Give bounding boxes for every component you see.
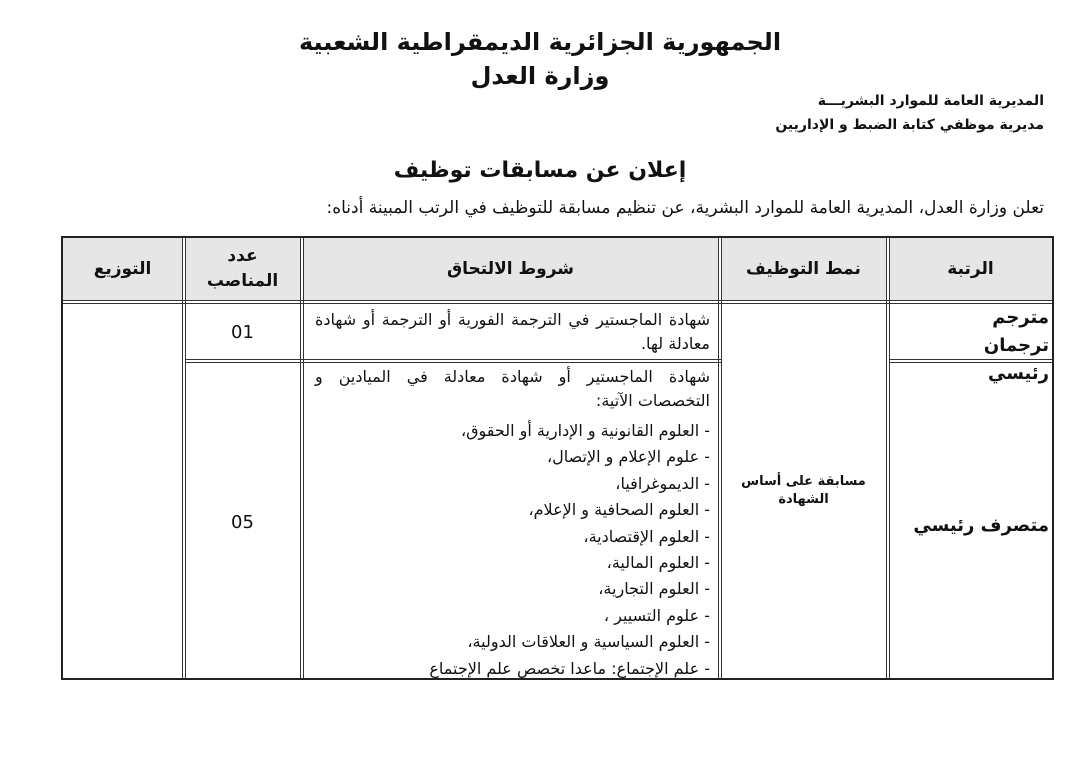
announcement-title: إعلان عن مسابقات توظيف xyxy=(393,158,687,183)
list-item: - العلوم التجارية، xyxy=(598,579,710,599)
header-rank-label: الرتبة xyxy=(947,258,994,279)
row-divider xyxy=(303,359,721,360)
list-item: - العلوم الإقتصادية، xyxy=(583,526,710,546)
header-positions-label: عدد المناصب xyxy=(206,246,279,291)
col-divider xyxy=(718,238,719,678)
col-divider xyxy=(185,238,186,678)
list-item: - العلوم السياسية و العلاقات الدولية، xyxy=(467,632,710,652)
row-divider xyxy=(185,362,303,363)
department-general: المديرية العامة للموارد البشريـــة xyxy=(817,93,1044,109)
announcement-intro: تعلن وزارة العدل، المديرية العامة للموارد البشرية، عن تنظيم مسابقة للتوظيف في الرتب المبينة أدناه: xyxy=(326,198,1044,218)
recruitment-mode: مسابقة على أساس الشهادة xyxy=(741,474,866,507)
list-item: - علوم التسيير ، xyxy=(603,605,710,625)
header-distribution-label: التوزيع xyxy=(93,258,152,279)
list-item: - علم الإجتماع: ماعدا تخصص علم الإجتماع xyxy=(429,658,710,678)
header-mode xyxy=(721,238,886,300)
rank-name: متصرف رئيسي xyxy=(913,515,1049,536)
list-item: - الديموغرافيا، xyxy=(615,473,710,493)
list-item: - العلوم المالية، xyxy=(606,553,710,573)
col-divider xyxy=(300,238,301,678)
list-item: - علوم الإعلام و الإتصال، xyxy=(547,447,710,467)
ministry-title: وزارة العدل xyxy=(470,62,610,90)
list-item: - العلوم القانونية و الإدارية أو الحقوق، xyxy=(460,421,710,440)
country-title: الجمهورية الجزائرية الديمقراطية الشعبية xyxy=(298,28,782,56)
rank-name: مترجم ترجمان رئيسي xyxy=(983,307,1049,384)
col-divider xyxy=(721,238,722,678)
col-divider xyxy=(182,238,183,678)
header-rank xyxy=(889,238,1052,300)
conditions-text: شهادة الماجستير في الترجمة الفورية أو الترجمة أو شهادة معادلة لها. xyxy=(315,310,710,353)
header-conditions xyxy=(303,238,718,300)
col-divider xyxy=(886,238,887,678)
specialties-list xyxy=(315,418,710,682)
header-distribution xyxy=(63,238,182,300)
header-positions xyxy=(185,238,300,300)
conditions-text: شهادة الماجستير أو شهادة معادلة في الميادين و التخصصات الآتية: xyxy=(315,367,710,410)
list-item: - العلوم الصحافية و الإعلام، xyxy=(528,500,710,520)
col-divider xyxy=(889,238,890,678)
positions-count: 05 xyxy=(231,512,254,533)
row-divider xyxy=(63,303,1052,304)
row-divider xyxy=(185,359,303,360)
row-divider xyxy=(303,362,721,363)
header-mode-label: نمط التوظيف xyxy=(746,258,861,279)
positions-count: 01 xyxy=(231,322,254,343)
department-sub: مديرية موظفي كتابة الضبط و الإداريين xyxy=(775,117,1044,133)
col-divider xyxy=(303,238,304,678)
row-divider xyxy=(63,300,1052,301)
header-conditions-label: شروط الالتحاق xyxy=(446,258,575,279)
recruitment-table xyxy=(61,236,1054,680)
